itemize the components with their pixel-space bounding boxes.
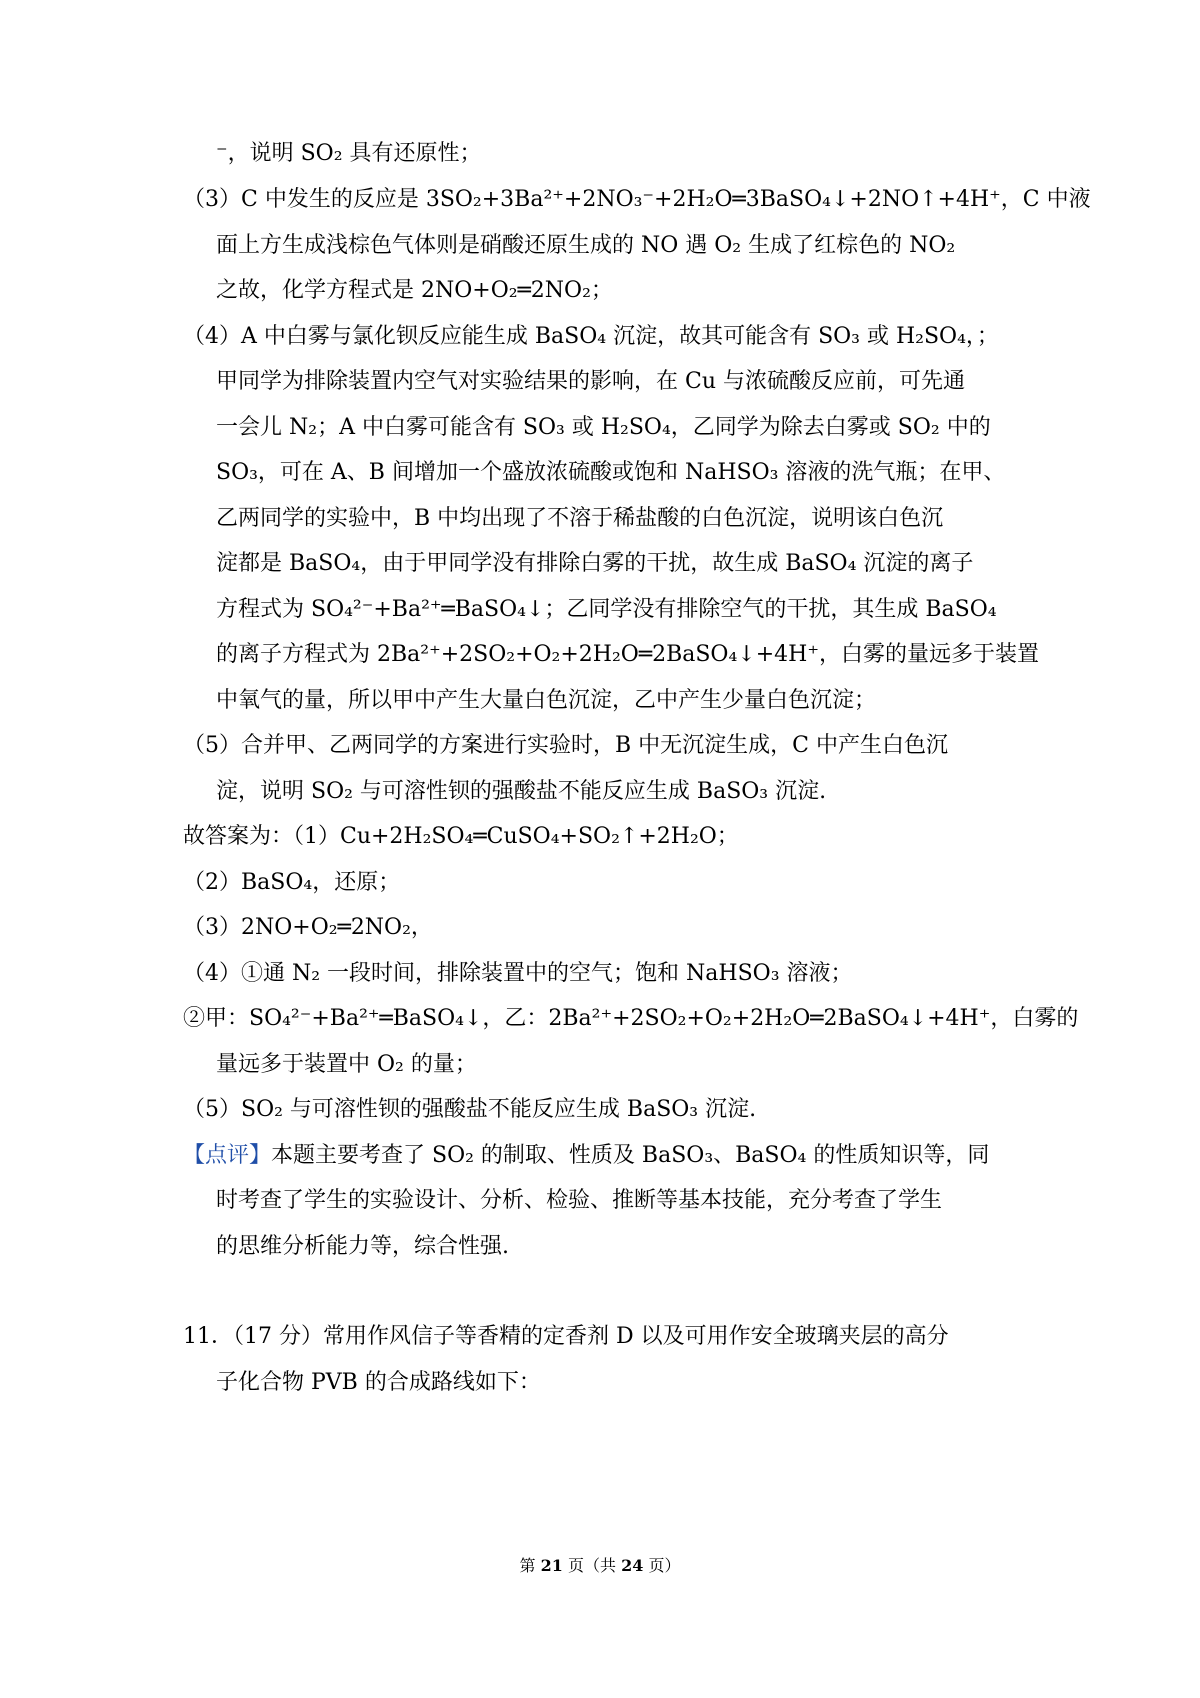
text-line: ⁻，说明 SO₂ 具有还原性； — [216, 141, 482, 166]
text-line: （4）A 中白雾与氯化钡反应能生成 BaSO₄ 沉淀，故其可能含有 SO₃ 或 H₂SO₄，； — [183, 324, 999, 349]
comment-label: 【点评】 — [183, 1143, 272, 1168]
question-11-line: 11．（17 分）常用作风信子等香精的定香剂 D 以及可用作安全玻璃夹层的高分 — [183, 1324, 949, 1349]
text-line: （3）C 中发生的反应是 3SO₂+3Ba²⁺+2NO₃⁻+2H₂O═3BaSO₄↓+2NO↑+4H⁺，C 中液 — [183, 187, 1091, 212]
text-line: 淀都是 BaSO₄，由于甲同学没有排除白雾的干扰，故生成 BaSO₄ 沉淀的离子 — [216, 551, 974, 576]
answer-line: ②甲：SO₄²⁻+Ba²⁺═BaSO₄↓，乙：2Ba²⁺+2SO₂+O₂+2H₂O═2BaSO₄↓+4H⁺，白雾的 — [183, 1006, 1079, 1031]
comment-line — [183, 1142, 989, 1170]
text-line: 中氧气的量，所以甲中产生大量白色沉淀，乙中产生少量白色沉淀； — [216, 688, 877, 713]
text-line: 的离子方程式为 2Ba²⁺+2SO₂+O₂+2H₂O═2BaSO₄↓+4H⁺，白雾的量远多于装置 — [216, 642, 1039, 667]
text-line: （5）合并甲、乙两同学的方案进行实验时，B 中无沉淀生成，C 中产生白色沉 — [183, 733, 948, 758]
page-footer — [0, 1553, 1200, 1576]
comment-text: 本题主要考查了 SO₂ 的制取、性质及 BaSO₃、BaSO₄ 的性质知识等，同 — [271, 1143, 990, 1168]
answer-line: 故答案为：（1）Cu+2H₂SO₄═CuSO₄+SO₂↑+2H₂O； — [183, 824, 739, 849]
comment-line: 的思维分析能力等，综合性强. — [216, 1234, 509, 1259]
text-line: 乙两同学的实验中，B 中均出现了不溶于稀盐酸的白色沉淀，说明该白色沉 — [216, 506, 944, 531]
text-line: 淀，说明 SO₂ 与可溶性钡的强酸盐不能反应生成 BaSO₃ 沉淀. — [216, 779, 827, 804]
text-line: SO₃，可在 A、B 间增加一个盛放浓硫酸或饱和 NaHSO₃ 溶液的洗气瓶；在甲、 — [216, 460, 1006, 485]
text-line: 方程式为 SO₄²⁻+Ba²⁺═BaSO₄↓；乙同学没有排除空气的干扰，其生成 BaSO₄ — [216, 597, 997, 622]
question-11-line: 子化合物 PVB 的合成路线如下： — [216, 1370, 541, 1395]
answer-line: （2）BaSO₄，还原； — [183, 870, 401, 895]
text-line: 甲同学为排除装置内空气对实验结果的影响，在 Cu 与浓硫酸反应前，可先通 — [216, 369, 965, 394]
footer-suffix: 页） — [643, 1556, 681, 1575]
answer-line: 量远多于装置中 O₂ 的量； — [216, 1052, 477, 1077]
answer-line: （5）SO₂ 与可溶性钡的强酸盐不能反应生成 BaSO₃ 沉淀. — [183, 1097, 757, 1122]
footer-page-number: 21 — [540, 1556, 563, 1575]
text-line: 一会儿 N₂；A 中白雾可能含有 SO₃ 或 H₂SO₄，乙同学为除去白雾或 SO₂ 中的 — [216, 415, 991, 440]
footer-prefix: 第 — [519, 1556, 541, 1575]
answer-line: （3）2NO+O₂═2NO₂， — [183, 915, 433, 940]
text-line: 之故，化学方程式是 2NO+O₂═2NO₂； — [216, 278, 613, 303]
answer-line: （4）①通 N₂ 一段时间，排除装置中的空气；饱和 NaHSO₃ 溶液； — [183, 961, 853, 986]
footer-middle: 页（共 — [562, 1556, 622, 1575]
comment-line: 时考查了学生的实验设计、分析、检验、推断等基本技能，充分考查了学生 — [216, 1188, 943, 1213]
footer-total-pages: 24 — [621, 1556, 644, 1575]
text-line: 面上方生成浅棕色气体则是硝酸还原生成的 NO 遇 O₂ 生成了红棕色的 NO₂ — [216, 233, 956, 258]
